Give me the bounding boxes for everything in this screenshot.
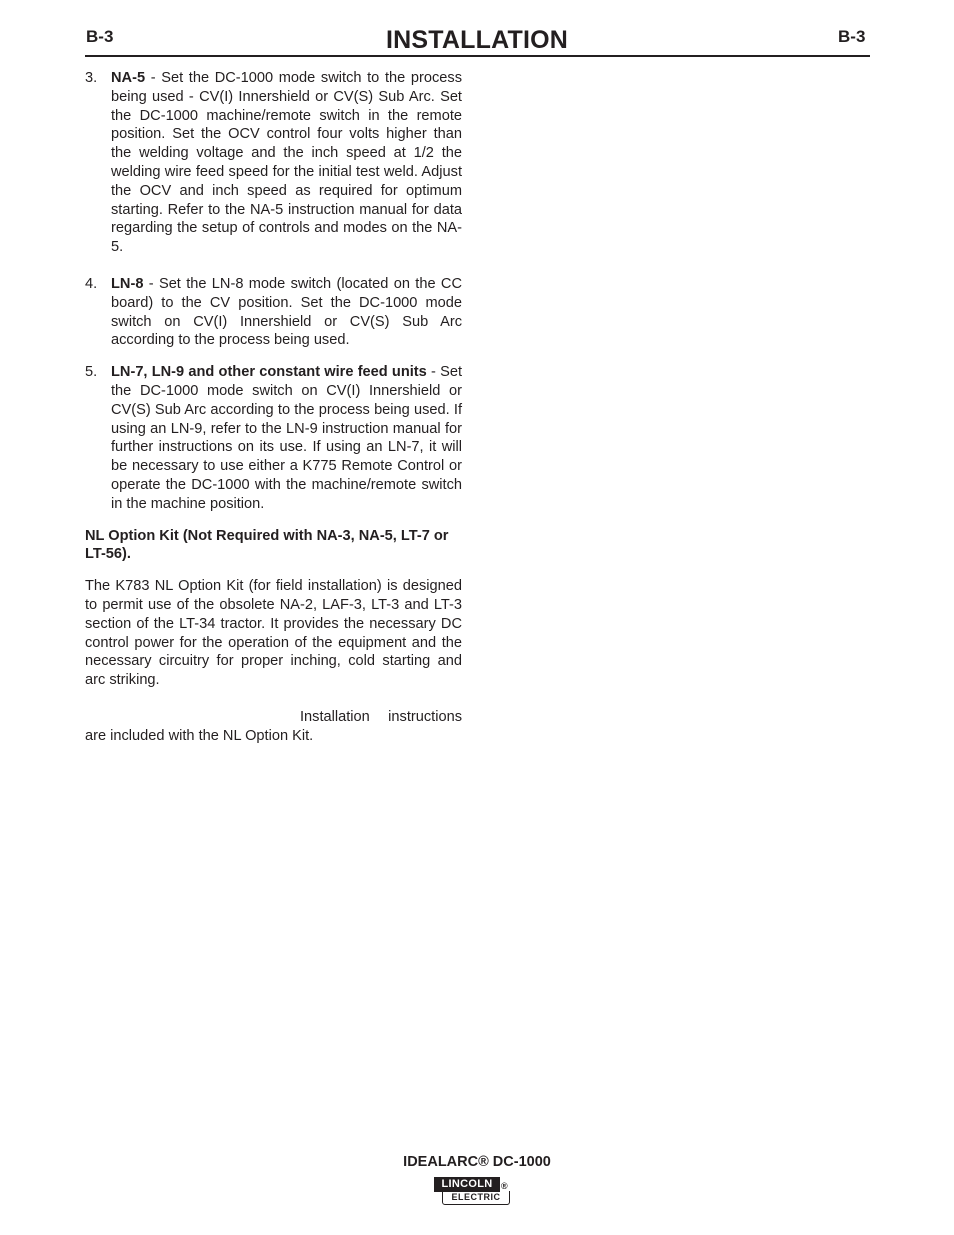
list-item-ln7-ln9 [85,363,462,513]
section-heading: NL Option Kit (Not Required with NA-3, NA-5, LT-7 or LT-56). [85,527,449,563]
item-body [111,363,462,513]
lincoln-electric-logo [432,1177,512,1207]
paragraph: Installation instructions are included with the NL Option Kit. [85,708,462,744]
item-label: NA-5 [111,70,146,86]
item-body [111,275,462,350]
item-number: 3. [85,70,98,86]
text-column [85,69,462,764]
page-title: INSTALLATION [385,26,568,54]
header-rule [85,55,870,57]
page-number-left: B-3 [86,27,114,46]
item-body [111,69,462,257]
item-label: LN-8 [111,275,144,292]
model-name: IDEALARC® DC-1000 [403,1154,551,1170]
item-label: LN-7, LN-9 and other constant wire feed units [111,364,427,381]
logo-registered-mark: ® [501,1181,508,1191]
item-text: - Set the LN-8 mode switch (located on the CC board) to the CV position. Set the DC-1000 mode switch on CV(I) Innershield or CV(S) Sub Arc according to the process being used. [111,275,462,349]
page-number-right: B-3 [838,27,866,46]
logo-bottom-text: ELECTRIC [442,1191,510,1205]
paragraph: The K783 NL Option Kit (for field installation) is designed to permit use of the obsolete NA-2, LAF-3, LT-3 and LT-3 section of the LT-34 tractor. It provides the necessary DC control power for the operation of the equipment and the necessary circuitry for proper inching, cold starting and arc striking. [85,578,462,689]
item-number: 4. [85,275,98,292]
logo-top-text: LINCOLN [434,1177,500,1192]
list-item-ln8 [85,275,462,350]
list-item-na5 [85,69,462,257]
item-text: - Set the DC-1000 mode switch to the process being used - CV(I) Innershield or CV(S) Sub Arc. Set the DC-1000 machine/remote switch in the remote position. Set the OCV control four volts higher than the welding voltage and the inch speed at 1/2 the welding wire feed speed for the initial test weld. Adjust the OCV and inch speed as required for optimum starting. Refer to the NA-5 instruction manual for data regarding the setup of controls and modes on the NA-5. [111,70,462,256]
item-text: - Set the DC-1000 mode switch on CV(I) Innershield or CV(S) Sub Arc according to the process being used. If using an LN-9, refer to the LN-9 instruction manual for further instructions on its use. If using an LN-7, it will be necessary to use either a K775 Remote Control or operate the DC-1000 with the machine/remote switch in the machine position. [111,364,463,512]
item-number: 5. [85,364,98,381]
